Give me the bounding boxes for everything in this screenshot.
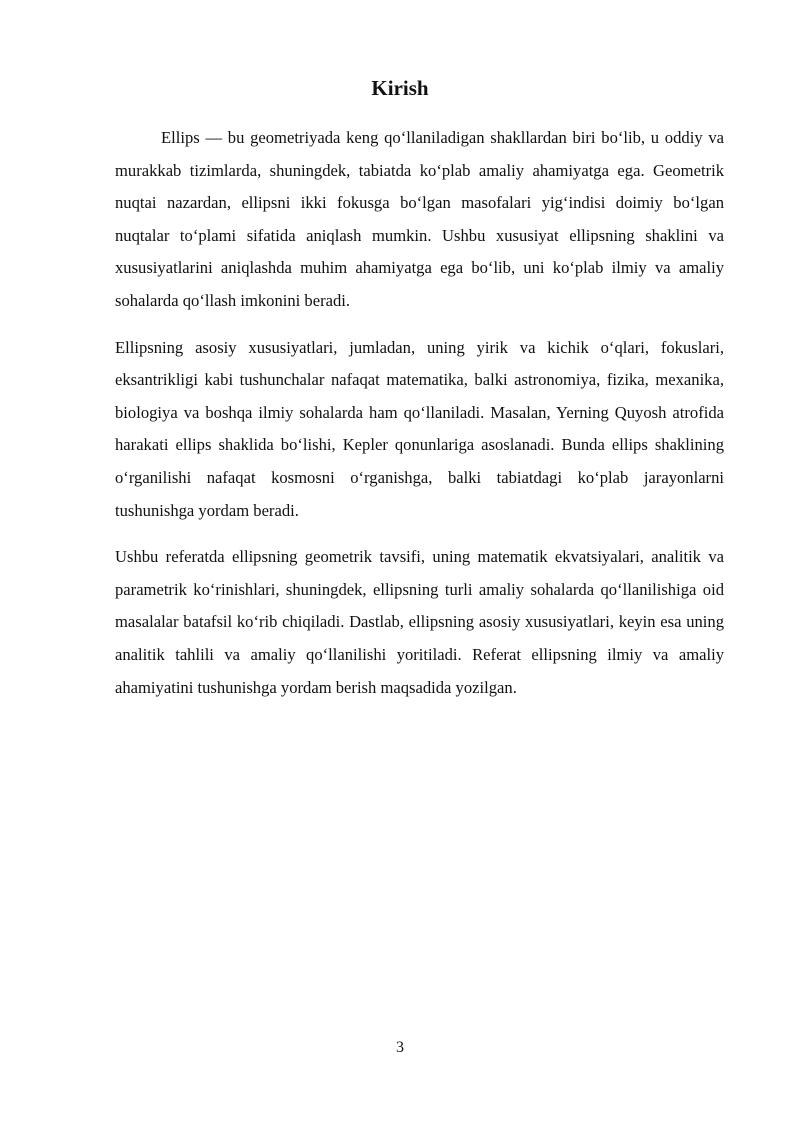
page-title: Kirish xyxy=(371,76,429,100)
paragraph-properties: Ellipsning asosiy xususiyatlari, jumladan, uning yirik va kichik o‘qlari, fokuslari, eksantrikligi kabi tushunchalar nafaqat matematika, balki astronomiya, fizika, mexanika, biologiya va boshqa ilmiy sohalarda ham qo‘llaniladi. Masalan, Yerning Quyosh atrofida harakati ellips shaklida bo‘lishi, Kepler qonunlariga asoslanadi. Bunda ellips shaklining o‘rganilishi nafaqat kosmosni o‘rganishga, balki tabiatdagi ko‘plab jarayonlarni tushunishga yordam beradi. xyxy=(115,337,724,520)
paragraph-overview: Ushbu referatda ellipsning geometrik tavsifi, uning matematik ekvatsiyalari, analitik va parametrik ko‘rinishlari, shuningdek, ellipsning turli amaliy sohalarda qo‘llanilishiga oid masalalar batafsil ko‘rib chiqiladi. Dastlab, ellipsning asosiy xususiyatlari, keyin esa uning analitik tahlili va amaliy qo‘llanilishi yoritiladi. Referat ellipsning ilmiy va amaliy ahamiyatini tushunishga yordam berish maqsadida yozilgan. xyxy=(115,547,724,697)
body-text xyxy=(115,122,724,718)
page-number: 3 xyxy=(396,1039,404,1056)
paragraph-intro: Ellips — bu geometriyada keng qo‘llaniladigan shakllardan biri bo‘lib, u oddiy va murakkab tizimlarda, shuningdek, tabiatda ko‘plab amaliy ahamiyatga ega. Geometrik nuqtai nazardan, ellipsni ikki fokusga bo‘lgan masofalari yig‘indisi doimiy bo‘lgan nuqtalar to‘plami sifatida aniqlash mumkin. Ushbu xususiyat ellipsning shaklini va xususiyatlarini aniqlashda muhim ahamiyatga ega bo‘lib, uni ko‘plab ilmiy va amaliy sohalarda qo‘llash imkonini beradi. xyxy=(115,128,724,310)
